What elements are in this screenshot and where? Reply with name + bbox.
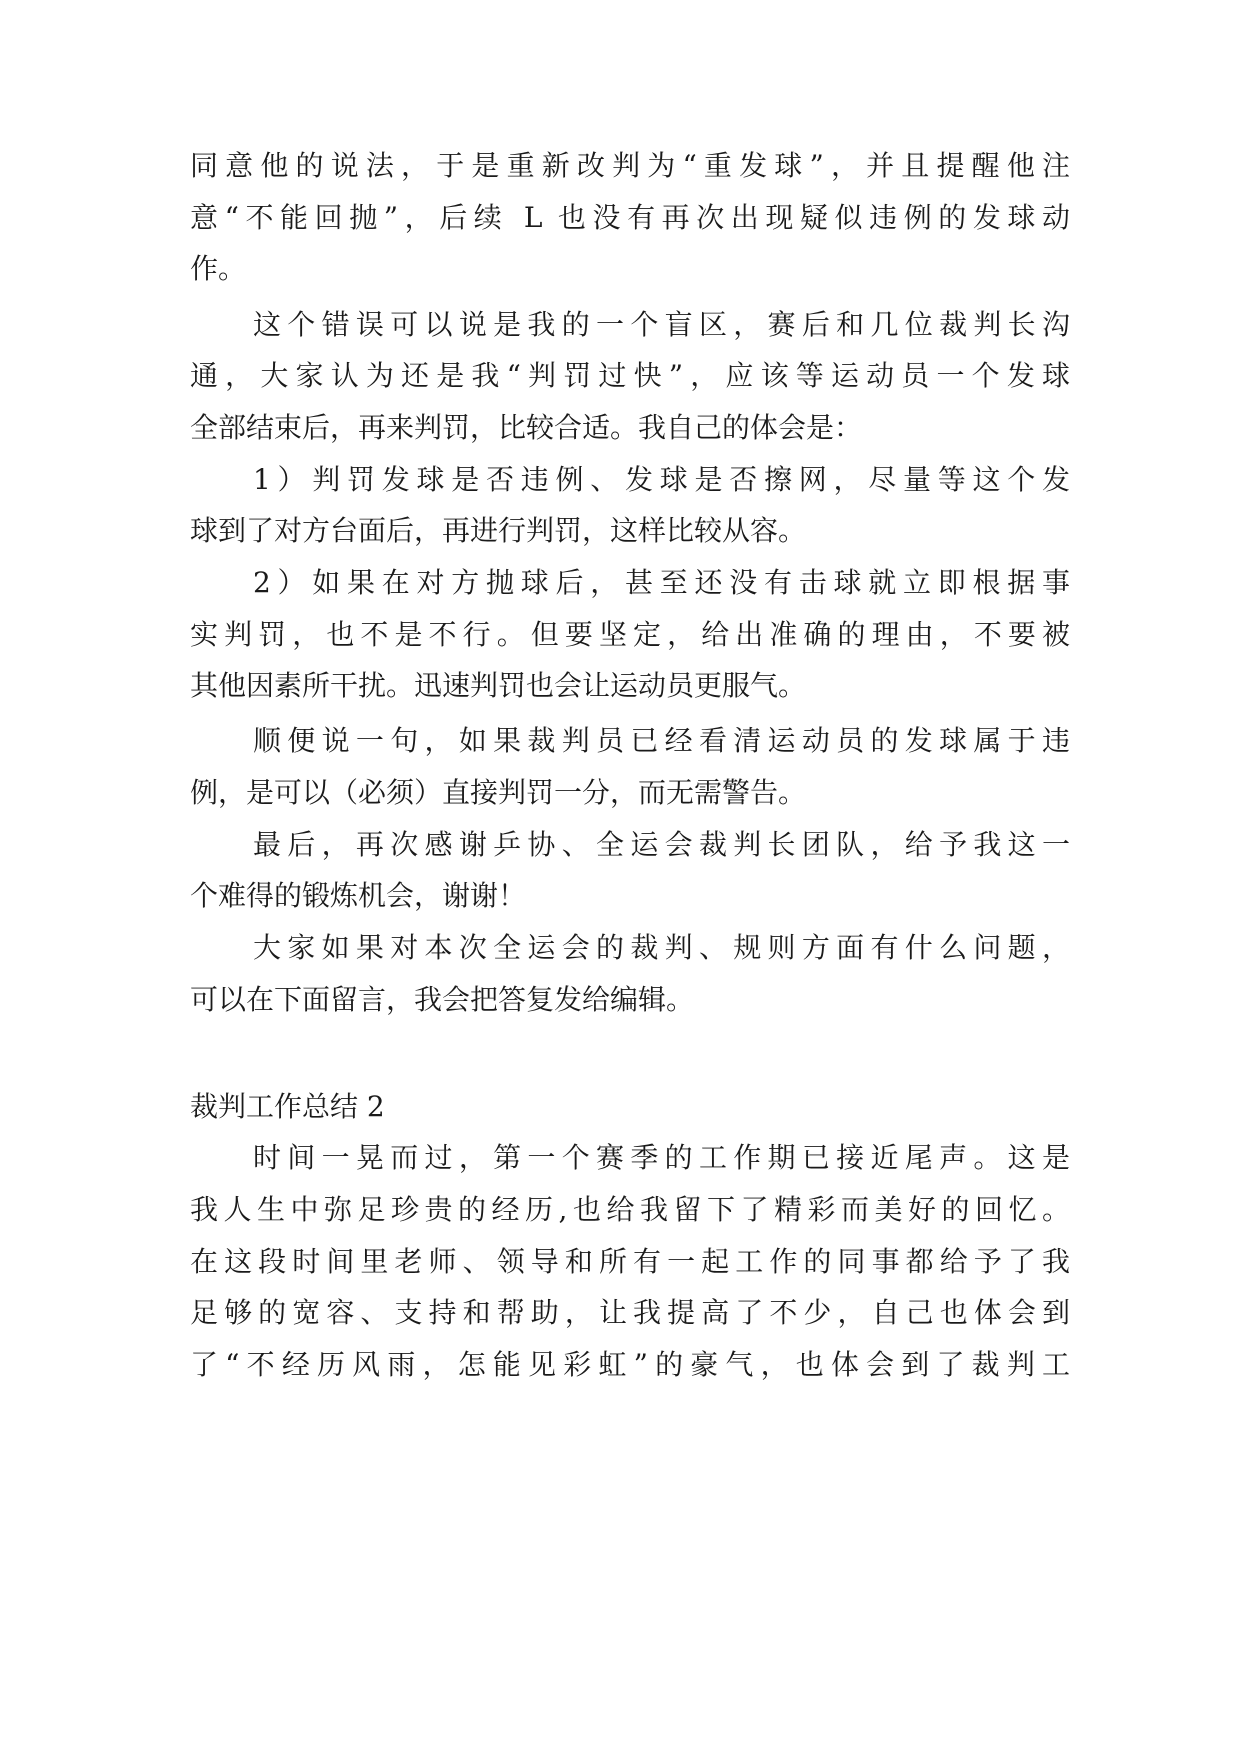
text-line: 其他因素所干扰。迅速判罚也会让运动员更服气。 [190, 669, 807, 702]
text-line: 时间一晃而过，第一个赛季的工作期已接近尾声。这是 [253, 1141, 1070, 1174]
text-line: 最后，再次感谢乒协、全运会裁判长团队，给予我这一 [253, 828, 1070, 861]
text-line: 足够的宽容、支持和帮助，让我提高了不少，自己也体会到 [190, 1296, 1070, 1329]
text-line: 大家如果对本次全运会的裁判、规则方面有什么问题， [253, 931, 1070, 964]
text-line: 了“不经历风雨，怎能见彩虹”的豪气，也体会到了裁判工 [190, 1348, 1070, 1381]
text-line: 我人生中弥足珍贵的经历,也给我留下了精彩而美好的回忆。 [190, 1193, 1070, 1226]
text-line: 例，是可以（必须）直接判罚一分，而无需警告。 [190, 776, 807, 809]
text-line: 球到了对方台面后，再进行判罚，这样比较从容。 [190, 514, 807, 547]
section-heading: 裁判工作总结 2 [190, 1090, 385, 1123]
text-line: 实判罚，也不是不行。但要坚定，给出准确的理由，不要被 [190, 618, 1070, 651]
text-line: 全部结束后，再来判罚，比较合适。我自己的体会是： [190, 411, 863, 444]
text-line: 作。 [190, 252, 247, 285]
text-line: 顺便说一句，如果裁判员已经看清运动员的发球属于违 [253, 724, 1070, 757]
text-line: 可以在下面留言，我会把答复发给编辑。 [190, 983, 695, 1016]
text-line: 同意他的说法，于是重新改判为“重发球”，并且提醒他注 [190, 149, 1070, 182]
text-line: 意“不能回抛”，后续 L 也没有再次出现疑似违例的发球动 [190, 201, 1070, 234]
text-line: 个难得的锻炼机会，谢谢！ [190, 879, 527, 912]
text-line: 在这段时间里老师、领导和所有一起工作的同事都给予了我 [190, 1245, 1070, 1278]
text-line: 2）如果在对方抛球后，甚至还没有击球就立即根据事 [253, 566, 1070, 599]
text-line: 1）判罚发球是否违例、发球是否擦网，尽量等这个发 [253, 463, 1070, 496]
text-line: 这个错误可以说是我的一个盲区，赛后和几位裁判长沟 [253, 308, 1070, 341]
text-line: 通，大家认为还是我“判罚过快”，应该等运动员一个发球 [190, 359, 1070, 392]
